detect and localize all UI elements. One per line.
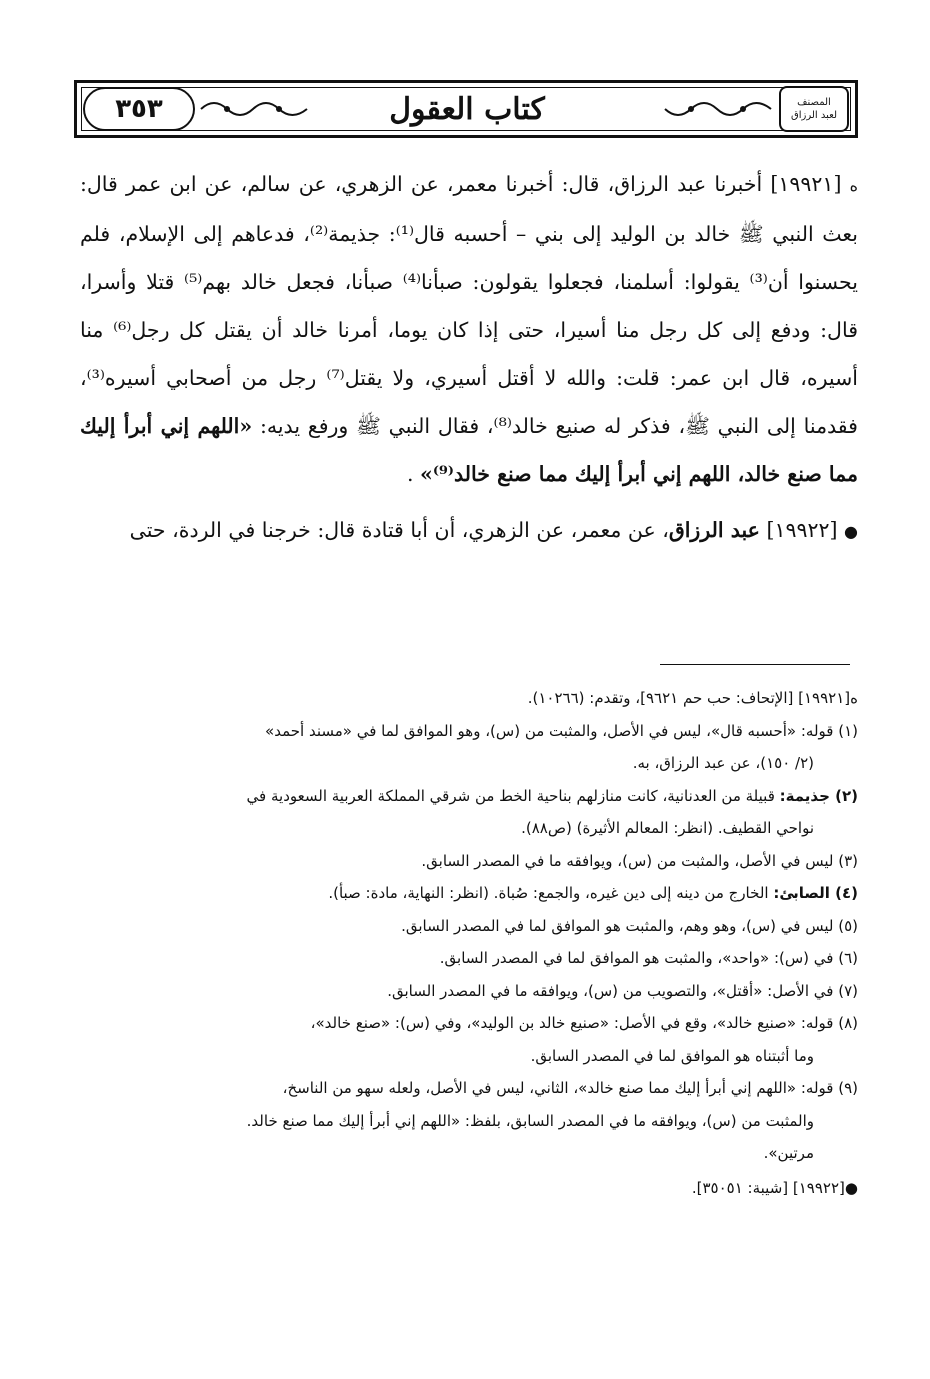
hadith-paragraph bbox=[80, 506, 858, 556]
hadith-number: [١٩٩٢١] bbox=[770, 172, 842, 196]
emblem-line-1: المصنف bbox=[797, 97, 831, 108]
hadith-quote: «اللهم إني أبرأ إليك مما صنع خالد، اللهم إني أبرأ إليك مما صنع خالد⁽⁹⁾» bbox=[80, 414, 858, 486]
footnote-4 bbox=[80, 877, 858, 910]
footnote-1: (١) قوله: «أحسبه قال»، ليس في الأصل، والمثبت من (س)، وهو الموافق لما في «مسند أحمد» bbox=[265, 721, 858, 740]
book-title: كتاب العقول bbox=[389, 91, 545, 127]
footnotes bbox=[80, 682, 858, 1204]
book-emblem bbox=[779, 86, 849, 132]
footnote-2 bbox=[80, 780, 858, 813]
emblem-line-2: لعبد الرزاق bbox=[790, 110, 838, 121]
hadith-end: . bbox=[406, 462, 420, 486]
footnote-2-term: (٢) جذيمة: bbox=[779, 786, 858, 805]
hadith-narrator: عبد الرزاق bbox=[668, 518, 760, 542]
footnote-9: (٩) قوله: «اللهم إني أبرأ إليك مما صنع خالد»، الثاني، ليس في الأصل، ولعله سهو من الناسخ، bbox=[282, 1079, 858, 1097]
footnote-4-term: (٤) الصابئ: bbox=[773, 884, 858, 902]
hadith-marker: ● bbox=[844, 522, 858, 541]
footnote-1-continued: (٢/ ١٥٠)، عن عبد الرزاق، به. bbox=[632, 754, 814, 772]
hadith-number: [١٩٩٢٢] bbox=[766, 518, 838, 542]
footnote-2-continued: نواحي القطيف. (انظر: المعالم الأثيرة) (ص٨٨). bbox=[521, 819, 814, 837]
footnote-reference: ه[١٩٩٢١] [الإتحاف: حب حم ٩٦٢١]، وتقدم: (١٠٢٦٦). bbox=[527, 689, 858, 707]
hadith-marker: ه bbox=[849, 176, 858, 195]
footnote-2-text: قبيلة من العدنانية، كانت منازلهم بناحية الخط من شرقي المملكة العربية السعودية في bbox=[246, 786, 780, 805]
footnote-8: (٨) قوله: «صنيع خالد»، وقع في الأصل: «صنيع خالد بن الوليد»، وفي (س): «صنع خالد»، bbox=[310, 1014, 858, 1032]
footnote-8-continued: وما أثبتناه هو الموافق لما في المصدر السابق. bbox=[530, 1046, 814, 1065]
page-number: ٣٥٣ bbox=[83, 87, 195, 131]
footnote-5: (٥) ليس في (س)، وهو وهم، والمثبت هو الموافق لما في المصدر السابق. bbox=[401, 916, 858, 935]
hadith-text: ، عن معمر، عن الزهري، أن أبا قتادة قال: خرجنا في الردة، حتى bbox=[129, 518, 669, 542]
header-ornament-left-icon bbox=[199, 95, 309, 123]
footnote-reference: ●[١٩٩٢٢] [شيبة: ٣٥٠٥١]. bbox=[691, 1178, 858, 1197]
footnote-divider bbox=[660, 664, 850, 665]
hadith-text: أخبرنا عبد الرزاق، قال: أخبرنا معمر، عن الزهري، عن سالم، عن ابن عمر قال: بعث النبي ﷺ خالد بن الوليد إلى بني – أحسبه قال⁽¹⁾: جذيمة⁽²⁾، فدعاهم إلى الإسلام، فلم يحسنوا أن⁽³⁾ يقولوا: أسلمنا، فجعلوا يقولون: صبأنا⁽⁴⁾ صبأنا، فجعل خالد بهم⁽⁵⁾ قتلا وأسرا، قال: ودفع إلى كل رجل منا أسيرا، حتى إذا كان يوما، أمرنا خالد أن يقتل كل رجل⁽⁶⁾ منا أسيره، قال ابن عمر: قلت: والله لا أقتل أسيري، ولا يقتل⁽⁷⁾ رجل من أصحابي أسيره⁽³⁾، فقدمنا إلى النبي ﷺ، فذكر له صنيع خالد⁽⁸⁾، فقال النبي ﷺ ورفع يديه: bbox=[80, 172, 858, 438]
footnote-9-continued: والمثبت من (س)، ويوافقه ما في المصدر السابق، بلفظ: «اللهم إني أبرأ إليك مما صنع خالد. bbox=[246, 1111, 814, 1130]
footnote-4-text: الخارج من دينه إلى دين غيره، والجمع: صُباة. (انظر: النهاية، مادة: صبأ). bbox=[328, 884, 774, 902]
footnote-6: (٦) في (س): «واحد»، والمثبت هو الموافق لما في المصدر السابق. bbox=[439, 949, 858, 967]
main-text bbox=[80, 160, 858, 556]
hadith-paragraph bbox=[80, 160, 858, 498]
footnote-7: (٧) في الأصل: «أقتل»، والتصويب من (س)، ويوافقه ما في المصدر السابق. bbox=[387, 981, 858, 1000]
footnote-9-end: مرتين». bbox=[763, 1144, 814, 1162]
header-ornament-right-icon bbox=[663, 95, 773, 123]
footnote-3: (٣) ليس في الأصل، والمثبت من (س)، ويوافقه ما في المصدر السابق. bbox=[421, 851, 858, 870]
page-header bbox=[74, 80, 858, 138]
